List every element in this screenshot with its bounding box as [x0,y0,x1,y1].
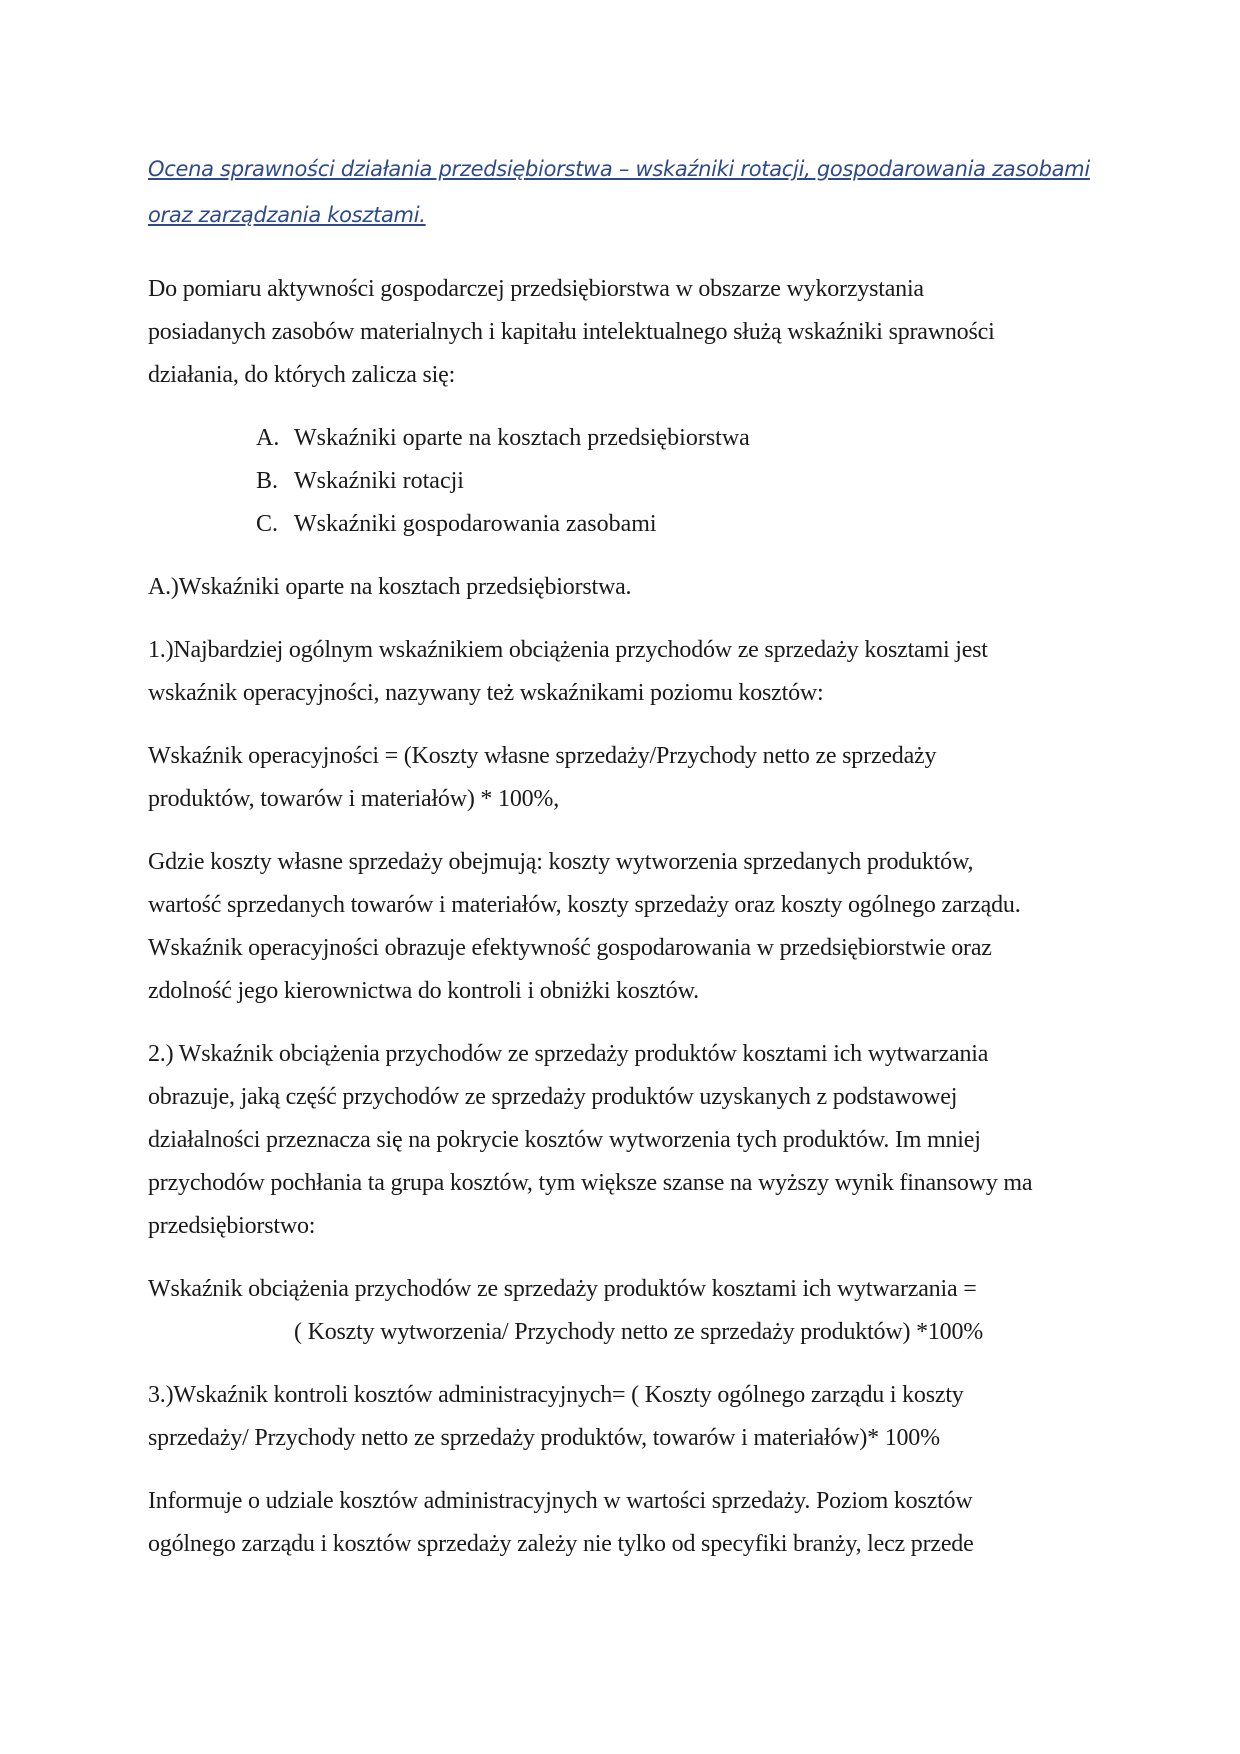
list-item-text: Wskaźniki gospodarowania zasobami [294,511,657,537]
paragraph-2 [148,841,1098,1013]
text-line: przychodów pochłania ta grupa kosztów, tym większe szanse na wyższy wynik finansowy ma [148,1170,1033,1196]
text-line: Wskaźnik obciążenia przychodów ze sprzedaży produktów kosztami ich wytwarzania = [148,1276,977,1302]
list-item [256,417,1098,460]
list-item [256,460,1098,503]
list-marker: B. [256,468,279,494]
text-line: zdolność jego kierownictwa do kontroli i obniżki kosztów. [148,978,699,1004]
text-line: 3.)Wskaźnik kontroli kosztów administracyjnych= ( Koszty ogólnego zarządu i koszty [148,1382,964,1408]
title-line: Ocena sprawności działania przedsiębiorstwa – wskaźniki rotacji, gospodarowania zasobami [148,157,1090,181]
document-title[interactable] [148,146,1098,238]
list-marker: A. [256,425,280,451]
paragraph-3 [148,1033,1098,1248]
text-line: obrazuje, jaką część przychodów ze sprzedaży produktów uzyskanych z podstawowej [148,1084,958,1110]
text-line: Wskaźnik operacyjności obrazuje efektywność gospodarowania w przedsiębiorstwie oraz [148,935,992,961]
text-line: działalności przeznacza się na pokrycie kosztów wytworzenia tych produktów. Im mniej [148,1127,981,1153]
list-item-text: Wskaźniki rotacji [294,468,464,494]
section-heading [148,566,1098,609]
list-marker: C. [256,511,279,537]
text-line: ogólnego zarządu i kosztów sprzedaży zależy nie tylko od specyfiki branży, lecz przede [148,1531,974,1557]
text-line: Wskaźnik operacyjności = (Koszty własne sprzedaży/Przychody netto ze sprzedaży [148,743,937,769]
text-line: sprzedaży/ Przychody netto ze sprzedaży produktów, towarów i materiałów)* 100% [148,1425,940,1451]
intro-paragraph [148,268,1098,397]
text-line: Do pomiaru aktywności gospodarczej przedsiębiorstwa w obszarze wykorzystania [148,276,924,302]
formula-kontroli [148,1374,1098,1460]
text-line: działania, do których zalicza się: [148,362,456,388]
text-line: produktów, towarów i materiałów) * 100%, [148,786,560,812]
text-line: Informuje o udziale kosztów administracyjnych w wartości sprzedaży. Poziom kosztów [148,1488,973,1514]
formula-operacyjnosci [148,735,1098,821]
text-line: posiadanych zasobów materialnych i kapitału intelektualnego służą wskaźniki sprawności [148,319,995,345]
text-line: 2.) Wskaźnik obciążenia przychodów ze sprzedaży produktów kosztami ich wytwarzania [148,1041,989,1067]
list-item [256,503,1098,546]
text-line: wskaźnik operacyjności, nazywany też wskaźnikami poziomu kosztów: [148,680,824,706]
text-line: 1.)Najbardziej ogólnym wskaźnikiem obciążenia przychodów ze sprzedaży kosztami jest [148,637,988,663]
paragraph-1 [148,629,1098,715]
text-line: Gdzie koszty własne sprzedaży obejmują: koszty wytworzenia sprzedanych produktów, [148,849,974,875]
document-body [148,146,1098,1586]
formula-obciazenia [148,1268,1098,1354]
paragraph-4 [148,1480,1098,1566]
text-line: ( Koszty wytworzenia/ Przychody netto ze sprzedaży produktów) *100% [294,1319,984,1345]
text-line: przedsiębiorstwo: [148,1213,316,1239]
indicator-list [148,417,1098,546]
list-item-text: Wskaźniki oparte na kosztach przedsiębiorstwa [294,425,750,451]
section-a-heading: A.)Wskaźniki oparte na kosztach przedsiębiorstwa. [148,574,632,600]
title-line: oraz zarządzania kosztami. [148,203,426,227]
text-line: wartość sprzedanych towarów i materiałów, koszty sprzedaży oraz koszty ogólnego zarządu. [148,892,1021,918]
